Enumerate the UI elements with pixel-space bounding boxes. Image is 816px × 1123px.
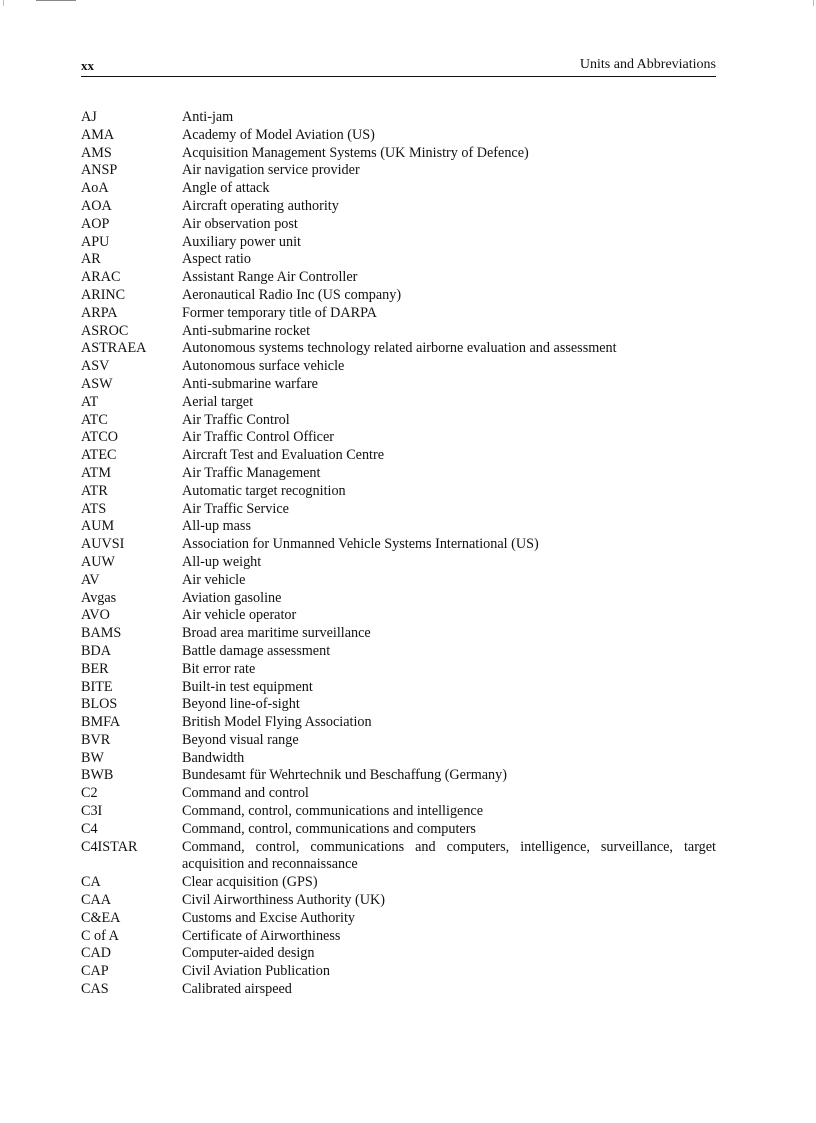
abbreviation-definition: Academy of Model Aviation (US)	[182, 126, 375, 143]
abbreviation-definition: Command, control, communications and computers	[182, 820, 476, 837]
abbreviation-term: APU	[81, 233, 110, 250]
abbreviation-term: AR	[81, 251, 101, 268]
abbreviation-term: BER	[81, 660, 109, 677]
abbreviation-definition: Beyond visual range	[182, 731, 299, 748]
abbreviation-entry	[81, 981, 716, 999]
abbreviation-term: AOA	[81, 197, 112, 214]
abbreviation-term: ASV	[81, 358, 110, 375]
abbreviation-entry	[81, 465, 716, 483]
abbreviation-definition: Air Traffic Service	[182, 500, 289, 517]
abbreviation-entry	[81, 643, 716, 661]
abbreviation-definition: Former temporary title of DARPA	[182, 304, 377, 321]
abbreviation-entry	[81, 607, 716, 625]
abbreviation-term: C2	[81, 785, 98, 802]
abbreviation-term: AMS	[81, 144, 112, 161]
abbreviation-entry	[81, 287, 716, 305]
abbreviation-entry	[81, 803, 716, 821]
abbreviation-definition: Anti-submarine rocket	[182, 322, 311, 339]
abbreviation-entry	[81, 340, 716, 358]
abbreviation-entry	[81, 518, 716, 536]
abbreviation-term: C of A	[81, 927, 119, 944]
abbreviation-entry	[81, 305, 716, 323]
abbreviation-definition: Auxiliary power unit	[182, 233, 301, 250]
abbreviation-term: ARAC	[81, 269, 121, 286]
abbreviation-definition: Air navigation service provider	[182, 162, 360, 179]
abbreviation-definition: Autonomous systems technology related airborne evaluation and assessment	[182, 340, 617, 357]
abbreviation-definition: Association for Unmanned Vehicle Systems International (US)	[182, 536, 539, 553]
abbreviation-definition: Beyond line-of-sight	[182, 696, 300, 713]
abbreviation-definition: Calibrated airspeed	[182, 981, 292, 998]
abbreviation-term: ARPA	[81, 304, 118, 321]
abbreviation-entry	[81, 821, 716, 839]
abbreviation-entry	[81, 358, 716, 376]
abbreviation-entry	[81, 109, 716, 127]
abbreviation-term: ASW	[81, 375, 113, 392]
abbreviation-definition: Aviation gasoline	[182, 589, 282, 606]
abbreviation-term: C4ISTAR	[81, 838, 138, 855]
abbreviation-entry	[81, 162, 716, 180]
abbreviation-term: AUVSI	[81, 536, 125, 553]
abbreviation-entry	[81, 928, 716, 946]
abbreviation-definition: All-up mass	[182, 518, 251, 535]
abbreviation-definition: Air Traffic Control	[182, 411, 290, 428]
abbreviation-definition: Bandwidth	[182, 749, 245, 766]
abbreviation-term: ASROC	[81, 322, 129, 339]
abbreviation-entry	[81, 590, 716, 608]
abbreviation-definition: Bundesamt für Wehrtechnik und Beschaffung (Germany)	[182, 767, 507, 784]
abbreviation-entry	[81, 679, 716, 697]
abbreviation-term: ARINC	[81, 286, 126, 303]
abbreviation-term: BVR	[81, 731, 111, 748]
abbreviation-term: BMFA	[81, 714, 121, 731]
abbreviation-entry	[81, 661, 716, 679]
abbreviation-entry	[81, 180, 716, 198]
abbreviation-entry	[81, 216, 716, 234]
abbreviation-term: BDA	[81, 642, 111, 659]
abbreviation-entry	[81, 874, 716, 892]
abbreviation-entry	[81, 554, 716, 572]
abbreviation-definition: Computer-aided design	[182, 945, 315, 962]
abbreviation-entry	[81, 501, 716, 519]
abbreviation-term: C&EA	[81, 909, 121, 926]
crop-mark	[36, 0, 76, 1]
abbreviation-term: AOP	[81, 215, 110, 232]
abbreviation-definition: Aircraft operating authority	[182, 197, 339, 214]
abbreviation-entry	[81, 696, 716, 714]
abbreviation-definition: Automatic target recognition	[182, 482, 346, 499]
abbreviation-entry	[81, 732, 716, 750]
abbreviation-term: CAD	[81, 945, 111, 962]
abbreviation-term: BLOS	[81, 696, 118, 713]
abbreviation-term: C3I	[81, 803, 103, 820]
abbreviation-term: AUM	[81, 518, 115, 535]
abbreviation-entry	[81, 572, 716, 590]
abbreviation-definition: Aspect ratio	[182, 251, 251, 268]
abbreviation-entry	[81, 945, 716, 963]
abbreviation-term: CA	[81, 874, 101, 891]
abbreviation-entry	[81, 767, 716, 785]
abbreviation-definition: Broad area maritime surveillance	[182, 625, 371, 642]
abbreviation-entry	[81, 963, 716, 981]
abbreviation-list	[81, 109, 716, 999]
abbreviation-definition: Air vehicle operator	[182, 607, 297, 624]
abbreviation-term: ATCO	[81, 429, 119, 446]
abbreviation-term: ATEC	[81, 447, 117, 464]
abbreviation-entry	[81, 892, 716, 910]
abbreviation-entry	[81, 910, 716, 928]
abbreviation-term: ATC	[81, 411, 108, 428]
abbreviation-definition: Bit error rate	[182, 660, 256, 677]
abbreviation-entry	[81, 269, 716, 287]
abbreviation-definition: All-up weight	[182, 553, 262, 570]
abbreviation-term: ASTRAEA	[81, 340, 147, 357]
abbreviation-definition: British Model Flying Association	[182, 714, 372, 731]
abbreviation-term: AT	[81, 393, 99, 410]
abbreviation-definition: Command and control	[182, 785, 309, 802]
abbreviation-term: ATR	[81, 482, 108, 499]
abbreviation-entry	[81, 536, 716, 554]
abbreviation-entry	[81, 127, 716, 145]
abbreviation-definition: Command, control, communications and computers, intelligence, surveillance, target acquisition and reconnaissance	[182, 838, 716, 873]
abbreviation-definition: Air Traffic Management	[182, 464, 321, 481]
abbreviation-definition: Air vehicle	[182, 571, 246, 588]
abbreviation-definition: Angle of attack	[182, 180, 270, 197]
abbreviation-definition: Aerial target	[182, 393, 254, 410]
abbreviation-entry	[81, 839, 716, 875]
abbreviation-definition: Autonomous surface vehicle	[182, 358, 345, 375]
abbreviation-definition: Customs and Excise Authority	[182, 909, 355, 926]
abbreviation-term: ATS	[81, 500, 107, 517]
abbreviation-term: ATM	[81, 464, 111, 481]
abbreviation-term: C4	[81, 820, 98, 837]
abbreviation-definition: Air Traffic Control Officer	[182, 429, 334, 446]
abbreviation-definition: Anti-jam	[182, 109, 234, 125]
abbreviation-entry	[81, 198, 716, 216]
abbreviation-entry	[81, 145, 716, 163]
abbreviation-entry	[81, 750, 716, 768]
abbreviation-entry	[81, 251, 716, 269]
abbreviation-term: AVO	[81, 607, 110, 624]
abbreviation-definition: Civil Aviation Publication	[182, 963, 330, 980]
abbreviation-entry	[81, 483, 716, 501]
abbreviation-definition: Built-in test equipment	[182, 678, 313, 695]
abbreviation-term: BW	[81, 749, 104, 766]
abbreviation-entry	[81, 625, 716, 643]
abbreviation-definition: Clear acquisition (GPS)	[182, 874, 318, 891]
abbreviation-entry	[81, 429, 716, 447]
abbreviation-term: CAP	[81, 963, 109, 980]
abbreviation-term: BWB	[81, 767, 114, 784]
crop-tick-left	[3, 0, 4, 6]
abbreviation-definition: Aeronautical Radio Inc (US company)	[182, 286, 402, 303]
crop-tick-right	[813, 0, 814, 6]
abbreviation-term: BAMS	[81, 625, 122, 642]
abbreviation-definition: Civil Airworthiness Authority (UK)	[182, 892, 385, 909]
abbreviation-definition: Battle damage assessment	[182, 642, 331, 659]
abbreviation-definition: Certificate of Airworthiness	[182, 927, 341, 944]
abbreviation-entry	[81, 394, 716, 412]
abbreviation-term: AJ	[81, 109, 97, 125]
abbreviation-entry	[81, 323, 716, 341]
abbreviation-term: Avgas	[81, 589, 117, 606]
abbreviation-term: AV	[81, 571, 100, 588]
abbreviation-definition: Air observation post	[182, 215, 298, 232]
page-number: xx	[81, 58, 94, 73]
abbreviation-term: ANSP	[81, 162, 118, 179]
abbreviation-entry	[81, 376, 716, 394]
abbreviation-definition: Command, control, communications and intelligence	[182, 803, 484, 820]
abbreviation-term: AMA	[81, 126, 115, 143]
abbreviation-term: BITE	[81, 678, 113, 695]
abbreviation-entry	[81, 412, 716, 430]
abbreviation-term: AoA	[81, 180, 109, 197]
abbreviation-entry	[81, 785, 716, 803]
abbreviation-definition: Aircraft Test and Evaluation Centre	[182, 447, 385, 464]
running-header	[81, 56, 716, 77]
abbreviation-term: CAS	[81, 981, 109, 998]
abbreviation-definition: Acquisition Management Systems (UK Ministry of Defence)	[182, 144, 529, 161]
abbreviation-definition: Assistant Range Air Controller	[182, 269, 358, 286]
abbreviation-definition: Anti-submarine warfare	[182, 375, 318, 392]
abbreviation-term: AUW	[81, 553, 115, 570]
abbreviation-entry	[81, 447, 716, 465]
running-title: Units and Abbreviations	[579, 57, 716, 72]
abbreviation-entry	[81, 714, 716, 732]
abbreviation-term: CAA	[81, 892, 111, 909]
abbreviation-entry	[81, 234, 716, 252]
